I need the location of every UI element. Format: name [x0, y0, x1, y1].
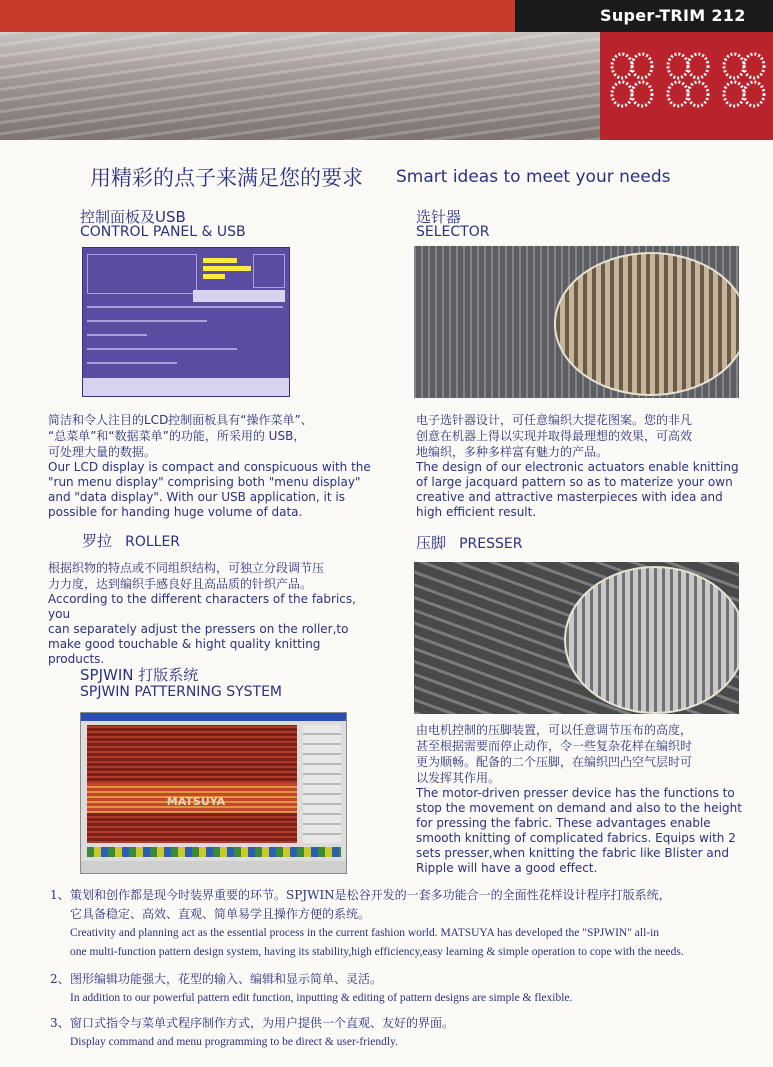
text-line: 它具备稳定、高效、直观、简单易学且操作方便的系统。 — [70, 907, 371, 921]
text-line: According to the different characters of the fabrics, you — [48, 592, 356, 621]
feature-item-3 — [50, 1014, 750, 1052]
flower-icon — [608, 52, 656, 108]
text-line: possible for handing huge volume of data. — [48, 505, 303, 519]
flower-icon — [720, 52, 768, 108]
roller-title — [82, 530, 180, 551]
presser-title-en: PRESSER — [459, 536, 523, 552]
roller-title-en: ROLLER — [125, 534, 181, 550]
text-line: Ripple will have a good effect. — [416, 861, 598, 875]
text-line: and "data display". With our USB application, it is — [48, 490, 345, 504]
text-line: Creativity and planning act as the essential process in the current fashion world. MATSUYA has developed the "SPJWIN" all-in — [70, 927, 660, 939]
selector-text — [416, 412, 746, 520]
text-line: smooth knitting of complicated fabrics. Equips with 2 — [416, 831, 736, 845]
text-line: sets presser,when knitting the fabric like Blister and — [416, 846, 729, 860]
headline-chinese: 用精彩的点子来满足您的要求 — [90, 166, 363, 190]
presser-photo — [414, 562, 739, 714]
presser-title-cn: 压脚 — [416, 534, 447, 552]
text-line: high efficient result. — [416, 505, 537, 519]
text-line: of large jacquard pattern so as to materize your own — [416, 475, 733, 489]
spjwin-title-en: SPJWIN PATTERNING SYSTEM — [80, 684, 282, 700]
feature-number: 1、 — [50, 888, 70, 902]
roller-title-cn: 罗拉 — [82, 532, 113, 550]
feature-number: 2、 — [50, 972, 70, 986]
text-line: 甚至根据需要而停止动作，令一些复杂花样在编织时 — [416, 739, 693, 753]
control-panel-title-en: CONTROL PANEL & USB — [80, 224, 246, 240]
text-line: 创意在机器上得以实现并取得最理想的效果，可高效 — [416, 429, 693, 443]
feature-item-2 — [50, 970, 750, 1008]
text-line: 根据织物的特点或不同组织结构，可独立分段调节压 — [48, 561, 325, 575]
flower-icon — [664, 52, 712, 108]
control-panel-title-cn: 控制面板及USB — [80, 208, 186, 226]
text-line: one multi-function pattern design system, having its stability,high efficiency,easy learning & simple operation to cope with the needs. — [70, 946, 684, 958]
text-line: stop the movement on demand and also to the height — [416, 801, 742, 815]
text-line: can separately adjust the pressers on the roller,to — [48, 622, 349, 636]
text-line: 电子选针器设计，可任意编织大提花图案。您的非凡 — [416, 413, 693, 427]
spjwin-title-cn: SPJWIN 打版系统 — [80, 666, 199, 684]
hero-knitting-image — [0, 32, 600, 140]
text-line: 简洁和令人注目的LCD控制面板具有“操作菜单”、 — [48, 413, 313, 427]
text-line: for pressing the fabric. These advantages enable — [416, 816, 711, 830]
text-line: 可处理大量的数据。 — [48, 445, 157, 459]
text-line: make good touchable & hight quality knitting products. — [48, 637, 321, 666]
presser-title — [416, 532, 522, 553]
presser-text — [416, 722, 746, 876]
control-panel-text — [48, 412, 378, 520]
text-line: “总菜单”和“数据菜单”的功能，所采用的 USB， — [48, 429, 306, 443]
text-line: Our LCD display is compact and conspicuous with the — [48, 460, 371, 474]
brand-title: Super-TRIM 212 — [600, 6, 746, 25]
roller-text — [48, 560, 378, 667]
text-line: 窗口式指令与菜单式程序制作方式，为用户提供一个直观、友好的界面。 — [70, 1016, 455, 1030]
feature-number: 3、 — [50, 1016, 70, 1030]
text-line: 以发挥其作用。 — [416, 771, 501, 785]
text-line: In addition to our powerful pattern edit function, inputting & editing of pattern designs are simple & flexible. — [70, 992, 573, 1004]
feature-item-1 — [50, 886, 750, 962]
spjwin-screenshot — [80, 712, 347, 874]
headline-english: Smart ideas to meet your needs — [396, 167, 671, 187]
selector-title-cn: 选针器 — [416, 208, 462, 226]
text-line: creative and attractive masterpieces with idea and — [416, 490, 723, 504]
text-line: 地编织，多种多样富有魅力的产品。 — [416, 445, 609, 459]
text-line: 图形编辑功能强大，花型的输入、编辑和显示简单、灵活。 — [70, 972, 383, 986]
text-line: 更为顺畅。配备的二个压脚，在编织凹凸空气层时可 — [416, 755, 693, 769]
text-line: 由电机控制的压脚装置，可以任意调节压布的高度， — [416, 723, 693, 737]
text-line: "run menu display" comprising both "menu display" — [48, 475, 361, 489]
text-line: The design of our electronic actuators enable knitting — [416, 460, 739, 474]
selector-photo — [414, 246, 739, 398]
selector-title-en: SELECTOR — [416, 224, 490, 240]
hero-pattern-image — [600, 32, 773, 140]
text-line: 力力度，达到编织手感良好且高品质的针织产品。 — [48, 577, 313, 591]
text-line: 策划和创作都是现今时装界重要的环节。SPJWIN是松谷开发的一套多功能合一的全面性花样设计程序打版系统， — [70, 888, 671, 902]
lcd-display-image — [82, 247, 290, 397]
spjwin-screen-logo: MATSUYA — [166, 795, 226, 808]
text-line: The motor-driven presser device has the functions to — [416, 786, 735, 800]
text-line: Display command and menu programming to be direct & user-friendly. — [70, 1036, 398, 1048]
